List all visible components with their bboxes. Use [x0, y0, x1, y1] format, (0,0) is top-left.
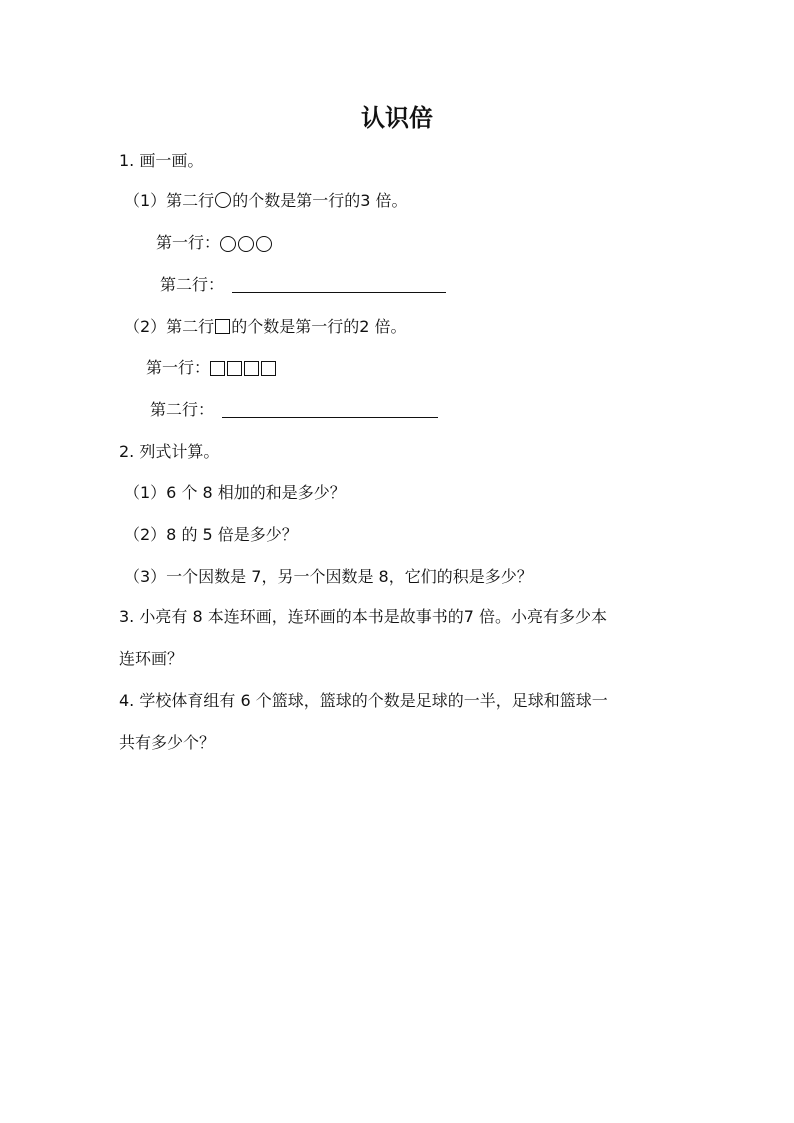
q2-part2: （2）8 的 5 倍是多少？	[124, 525, 298, 544]
square-icon	[215, 319, 230, 334]
q1-part1-instruction	[124, 190, 407, 212]
q1-part1-row2-label: 第二行：	[160, 275, 225, 294]
circle-icon	[220, 236, 236, 252]
q3-line1: 3. 小亮有 8 本连环画，连环画的本书是故事书的7 倍。小亮有多少本	[119, 607, 607, 626]
square-group	[210, 361, 276, 376]
circle-group	[220, 236, 272, 252]
row-label: 第一行：	[146, 358, 211, 377]
q1-part2-prefix: （2）第二行	[124, 317, 215, 336]
q4-line1: 4. 学校体育组有 6 个篮球，篮球的个数是足球的一半，足球和篮球一	[119, 691, 608, 710]
circle-icon	[256, 236, 272, 252]
q2-heading: 2. 列式计算。	[119, 442, 220, 461]
row-label: 第一行：	[156, 233, 221, 252]
q2-part3: （3）一个因数是 7，另一个因数是 8，它们的积是多少？	[124, 567, 533, 586]
q1-part2-instruction	[124, 316, 406, 338]
q1-part1-row1	[156, 232, 272, 254]
square-icon	[227, 361, 242, 376]
q1-heading: 1. 画一画。	[119, 151, 204, 170]
q1-part1-prefix: （1）第二行	[124, 191, 215, 210]
answer-blank[interactable]	[232, 292, 446, 293]
q1-part1-suffix: 的个数是第一行的3 倍。	[232, 191, 408, 210]
page-title: 认识倍	[361, 104, 433, 132]
square-icon	[244, 361, 259, 376]
q1-part2-row2-label: 第二行：	[150, 400, 215, 419]
q1-part2-suffix: 的个数是第一行的2 倍。	[231, 317, 407, 336]
answer-blank[interactable]	[222, 417, 438, 418]
square-icon	[261, 361, 276, 376]
square-icon	[210, 361, 225, 376]
q4-line2: 共有多少个？	[119, 733, 216, 752]
circle-icon	[238, 236, 254, 252]
q1-part2-row1	[146, 357, 276, 379]
circle-icon	[215, 192, 231, 208]
q2-part1: （1）6 个 8 相加的和是多少？	[124, 483, 346, 502]
q3-line2: 连环画？	[119, 649, 184, 668]
